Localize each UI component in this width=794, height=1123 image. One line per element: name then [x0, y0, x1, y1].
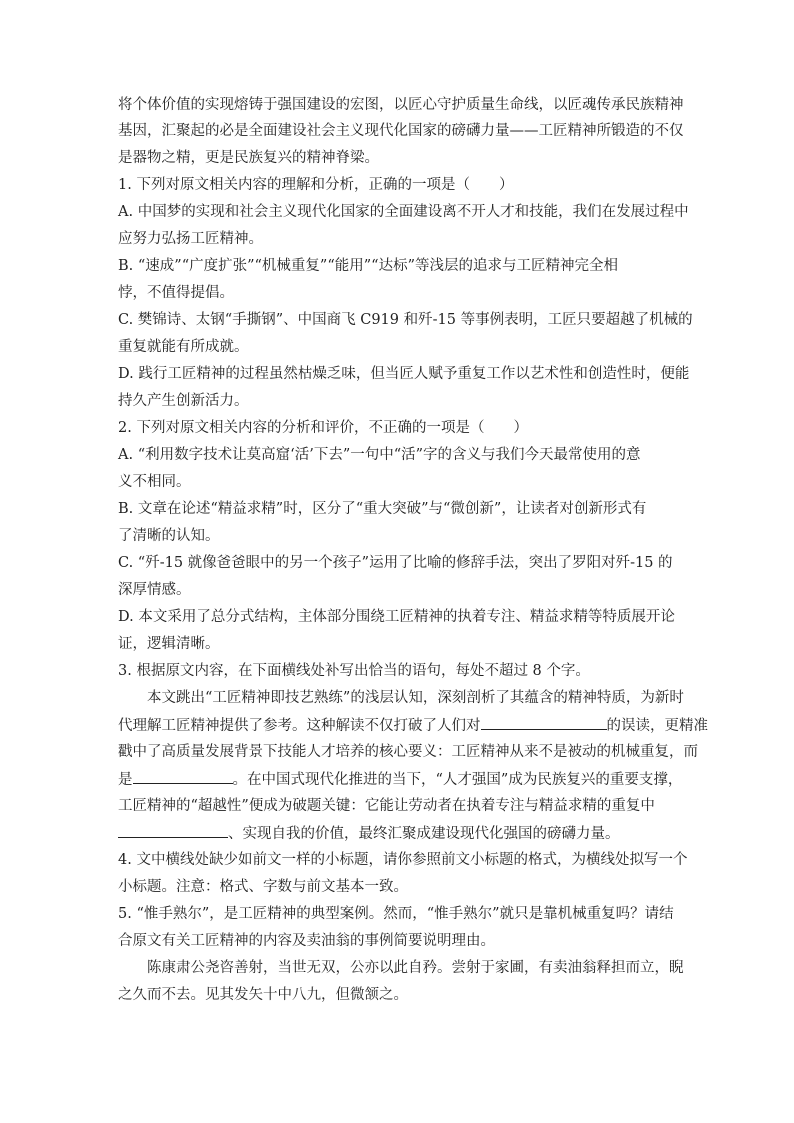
text-segment: 的误读，更精准 — [606, 718, 708, 734]
option-c-cont: 重复就能有所成就。 — [118, 339, 249, 355]
answer-blank-1[interactable] — [481, 715, 607, 730]
option-b-cont: 悖，不值得提倡。 — [118, 285, 234, 301]
answer-blank-3[interactable] — [118, 823, 228, 838]
text-line: 将个体价值的实现熔铸于强国建设的宏图，以匠心守护质量生命线，以匠魂传承民族精神 — [118, 97, 684, 113]
fill-paragraph-line — [118, 823, 620, 844]
question-4-cont: 小标题。注意：格式、字数与前文基本一致。 — [118, 879, 408, 895]
fill-paragraph-line: 本文跳出“工匠精神即技艺熟练”的浅层认知，深刻剖析了其蕴含的精神特质，为新时 — [147, 690, 684, 706]
option-d: D. 本文采用了总分式结构，主体部分围绕工匠精神的执着专注、精益求精等特质展开论 — [118, 609, 675, 625]
option-d: D. 践行工匠精神的过程虽然枯燥乏味，但当匠人赋予重复工作以艺术性和创造性时，便能 — [118, 366, 690, 382]
option-d-cont: 证，逻辑清晰。 — [118, 636, 220, 652]
option-b: B. 文章在论述“精益求精”时，区分了“重大突破”与“微创新”，让读者对创新形式有 — [118, 501, 647, 517]
fill-paragraph-line — [118, 769, 682, 790]
text-line: 是器物之精，更是民族复兴的精神脊梁。 — [118, 150, 379, 166]
question-4-stem: 4. 文中横线处缺少如前文一样的小标题，请你参照前文小标题的格式，为横线处拟写一个 — [118, 852, 688, 868]
answer-blank-2[interactable] — [133, 769, 233, 784]
option-a-cont: 义不相同。 — [118, 474, 191, 490]
option-c: C. “歼-15 就像爸爸眼中的另一个孩子”运用了比喻的修辞手法，突出了罗阳对歼-15 的 — [118, 555, 673, 571]
passage-line: 陈康肃公尧咨善射，当世无双，公亦以此自矜。尝射于家圃，有卖油翁释担而立，睨 — [147, 960, 684, 976]
option-c-cont: 深厚情感。 — [118, 582, 191, 598]
option-b: B. “速成”“广度扩张”“机械重复”“能用”“达标”等浅层的追求与工匠精神完全相 — [118, 258, 618, 274]
question-5-stem: 5. “惟手熟尔”，是工匠精神的典型案例。然而，“惟手熟尔”就只是靠机械重复吗？请结 — [118, 906, 674, 922]
option-d-cont: 持久产生创新活力。 — [118, 393, 249, 409]
fill-paragraph-line: 戳中了高质量发展背景下技能人才培养的核心要义：工匠精神从来不是被动的机械重复，而 — [118, 744, 698, 760]
text-segment: 代理解工匠精神提供了参考。这种解读不仅打破了人们对 — [118, 718, 481, 734]
text-segment: 。在中国式现代化推进的当下，“人才强国”成为民族复兴的重要支撑， — [232, 772, 683, 788]
passage-line: 之久而不去。见其发矢十中八九，但微颔之。 — [118, 987, 408, 1003]
fill-paragraph-line: 工匠精神的“超越性”便成为破题关键：它能让劳动者在执着专注与精益求精的重复中 — [118, 798, 655, 814]
option-a: A. “利用数字技术让莫高窟‘活’下去”一句中“活”字的含义与我们今天最常使用的意 — [118, 447, 641, 463]
option-c: C. 樊锦诗、太钢“手撕钢”、中国商飞 C919 和歼-15 等事例表明，工匠只要超越了机械的 — [118, 312, 693, 328]
question-3-stem: 3. 根据原文内容，在下面横线处补写出恰当的语句，每处不超过 8 个字。 — [118, 663, 590, 679]
text-segment: 是 — [118, 772, 133, 788]
text-segment: 、实现自我的价值，最终汇聚成建设现代化强国的磅礴力量。 — [228, 826, 620, 842]
option-b-cont: 了清晰的认知。 — [118, 528, 220, 544]
text-line: 基因，汇聚起的必是全面建设社会主义现代化国家的磅礴力量——工匠精神所锻造的不仅 — [118, 123, 684, 139]
option-a: A. 中国梦的实现和社会主义现代化国家的全面建设离不开人才和技能，我们在发展过程中 — [118, 204, 689, 220]
question-1-stem: 1. 下列对原文相关内容的理解和分析，正确的一项是（ ） — [118, 177, 514, 193]
option-a-cont: 应努力弘扬工匠精神。 — [118, 231, 263, 247]
fill-paragraph-line — [118, 715, 708, 736]
question-5-cont: 合原文有关工匠精神的内容及卖油翁的事例简要说明理由。 — [118, 933, 495, 949]
question-2-stem: 2. 下列对原文相关内容的分析和评价，不正确的一项是（ ） — [118, 420, 528, 436]
